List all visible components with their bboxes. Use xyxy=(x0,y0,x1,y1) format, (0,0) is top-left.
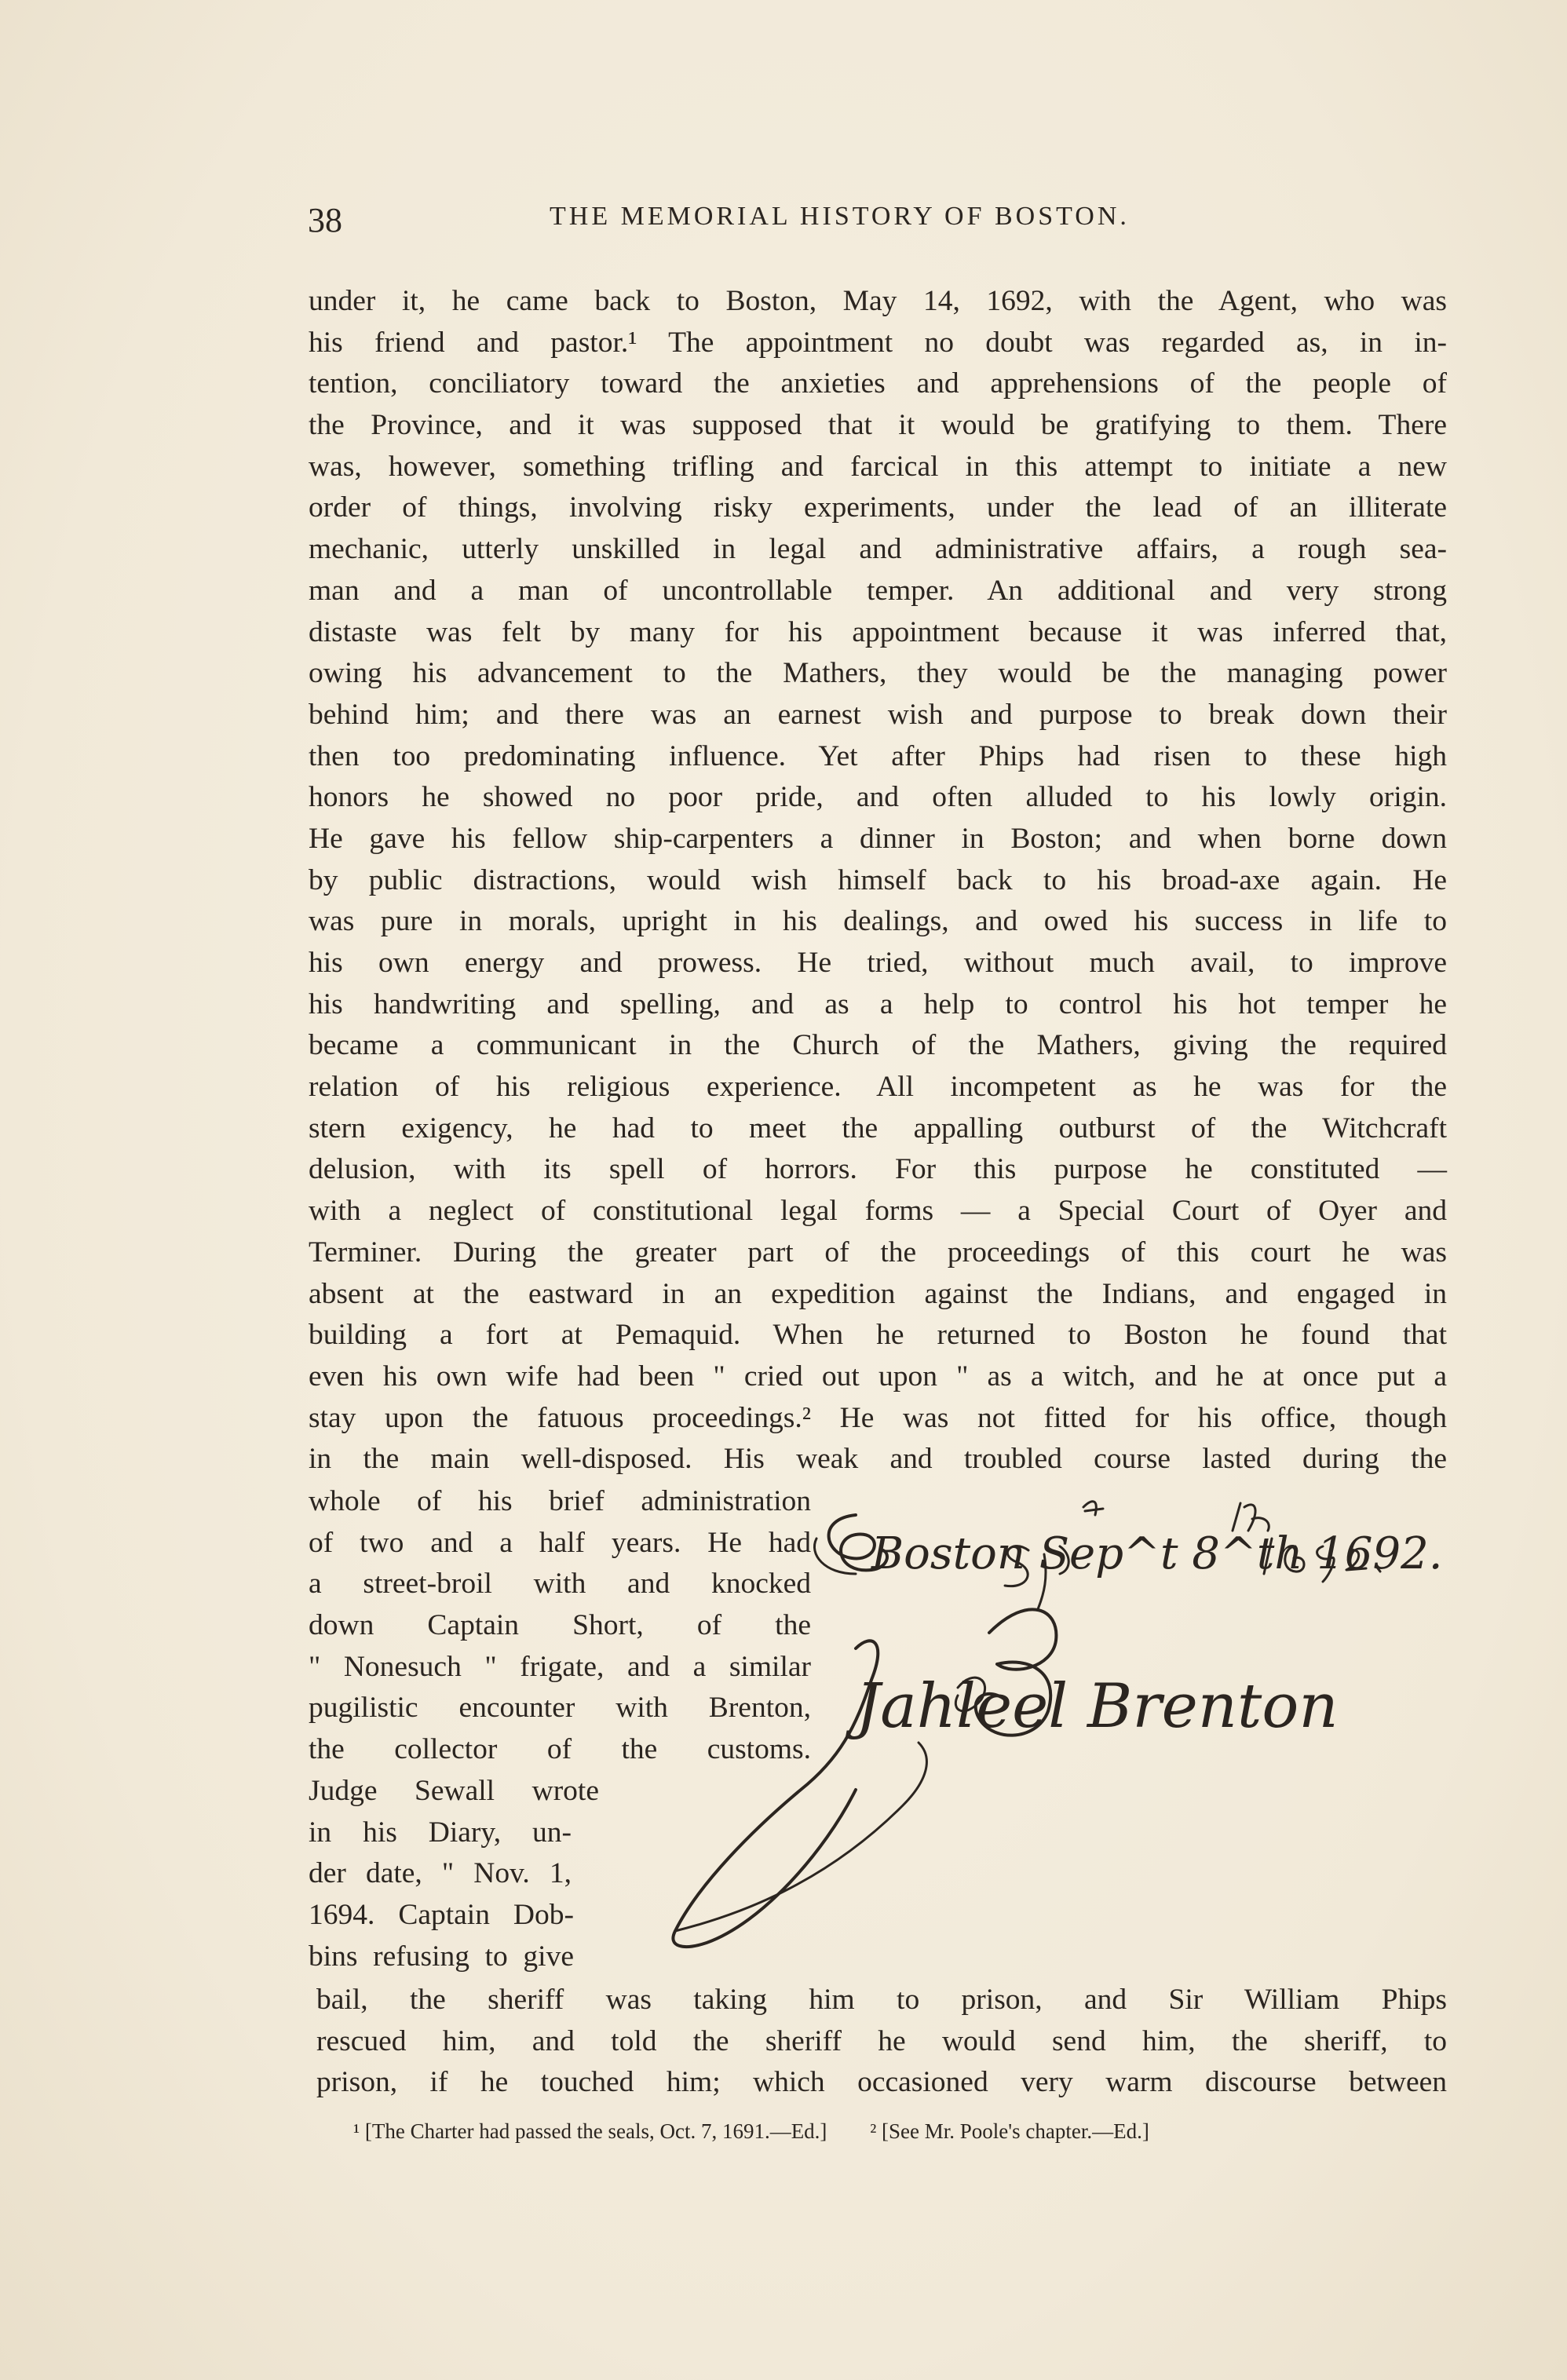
text-line: even his own wife had been " cried out upon " as a witch, and he at once put a xyxy=(309,1360,1447,1393)
text-line: delusion, with its spell of horrors. For this purpose he constituted — xyxy=(309,1153,1447,1186)
text-line: stay upon the fatuous proceedings.² He was not fitted for his office, though xyxy=(309,1401,1447,1434)
text-line: tention, conciliatory toward the anxieties and apprehensions of the people of xyxy=(309,367,1447,400)
running-head xyxy=(308,200,1446,247)
body-text-continued xyxy=(316,1980,1447,2104)
text-line: by public distractions, would wish himself back to his broad-axe again. He xyxy=(309,863,1447,896)
text-line: rescued him, and told the sheriff he would send him, the sheriff, to xyxy=(316,2024,1447,2057)
text-line: with a neglect of constitutional legal forms — a Special Court of Oyer and xyxy=(309,1195,1447,1228)
text-line: whole of his brief administration xyxy=(309,1485,811,1517)
signature-capital-j-flourish xyxy=(675,1743,926,1931)
text-line: under it, he came back to Boston, May 14, 1692, with the Agent, who was xyxy=(309,285,1447,317)
text-line: down Captain Short, of the xyxy=(309,1609,811,1642)
text-line: a street-broil with and knocked xyxy=(309,1568,811,1601)
text-line: was pure in morals, upright in his dealings, and owed his success in life to xyxy=(309,905,1447,938)
text-line: behind him; and there was an earnest wish and purpose to break down their xyxy=(309,698,1447,731)
text-line: of two and a half years. He had xyxy=(309,1526,811,1559)
text-line: He gave his fellow ship-carpenters a dinner in Boston; and when borne down xyxy=(309,822,1447,855)
text-line: Judge Sewall wrote xyxy=(309,1774,599,1807)
text-line: 1694. Captain Dob- xyxy=(309,1898,574,1931)
text-line: distaste was felt by many for his appointment because it was inferred that, xyxy=(309,615,1447,648)
text-line: the Province, and it was supposed that it would be gratifying to them. There xyxy=(309,409,1447,442)
text-line: was, however, something trifling and farcical in this attempt to initiate a new xyxy=(309,450,1447,483)
footnote-2: ² [See Mr. Poole's chapter.—Ed.] xyxy=(870,2119,1149,2143)
text-line: in the main well-disposed. His weak and troubled course lasted during the xyxy=(309,1443,1447,1476)
text-line: mechanic, utterly unskilled in legal and administrative affairs, a rough sea- xyxy=(309,533,1447,566)
dateline-superscript-t xyxy=(1083,1502,1103,1515)
text-line: his handwriting and spelling, and as a help to control his hot temper he xyxy=(309,987,1447,1020)
text-line: bail, the sheriff was taking him to prison, and Sir William Phips xyxy=(316,1984,1447,2016)
running-title: THE MEMORIAL HISTORY OF BOSTON. xyxy=(550,202,1130,231)
text-line: " Nonesuch " frigate, and a similar xyxy=(309,1650,811,1683)
page-number: 38 xyxy=(308,201,342,239)
text-line: bins refusing to give xyxy=(309,1940,574,1973)
footnote-1: ¹ [The Charter had passed the seals, Oct. 7, 1691.—Ed.] xyxy=(353,2119,827,2143)
text-line: Terminer. During the greater part of the proceedings of this court he was xyxy=(309,1236,1447,1268)
text-line: the collector of the customs. xyxy=(309,1733,811,1766)
text-line: pugilistic encounter with Brenton, xyxy=(309,1692,811,1725)
text-line: der date, " Nov. 1, xyxy=(309,1857,572,1890)
dateline-superscript-th xyxy=(1233,1503,1269,1531)
text-line: his own energy and prowess. He tried, without much avail, to improve xyxy=(309,947,1447,979)
body-text xyxy=(309,281,1447,1480)
text-line: in his Diary, un- xyxy=(309,1816,572,1849)
text-line: owing his advancement to the Mathers, they would be the managing power xyxy=(309,657,1447,690)
text-line: honors he showed no poor pride, and often alluded to his lowly origin. xyxy=(309,781,1447,814)
text-line: order of things, involving risky experiments, under the lead of an illiterate xyxy=(309,491,1447,524)
signature-dateline: Boston Sep^t 8^th 1692. xyxy=(871,1528,1443,1579)
text-line: building a fort at Pemaquid. When he returned to Boston he found that xyxy=(309,1319,1447,1352)
text-line: his friend and pastor.¹ The appointment no doubt was regarded as, in in- xyxy=(309,326,1447,359)
text-line: relation of his religious experience. All incompetent as he was for the xyxy=(309,1071,1447,1104)
signature-capital-j-stroke xyxy=(673,1641,878,1947)
brenton-signature-facsimile xyxy=(620,1476,1468,1978)
signature-name: Jahleel Brenton xyxy=(856,1671,1339,1742)
footnotes xyxy=(353,2119,1452,2144)
text-line: then too predominating influence. Yet after Phips had risen to these high xyxy=(309,739,1447,772)
text-line: man and a man of uncontrollable temper. An additional and very strong xyxy=(309,574,1447,607)
text-line: prison, if he touched him; which occasioned very warm discourse between xyxy=(316,2066,1447,2099)
text-line: became a communicant in the Church of the Mathers, giving the required xyxy=(309,1029,1447,1062)
text-line: absent at the eastward in an expedition against the Indians, and engaged in xyxy=(309,1277,1447,1310)
text-line: stern exigency, he had to meet the appalling outburst of the Witchcraft xyxy=(309,1112,1447,1144)
